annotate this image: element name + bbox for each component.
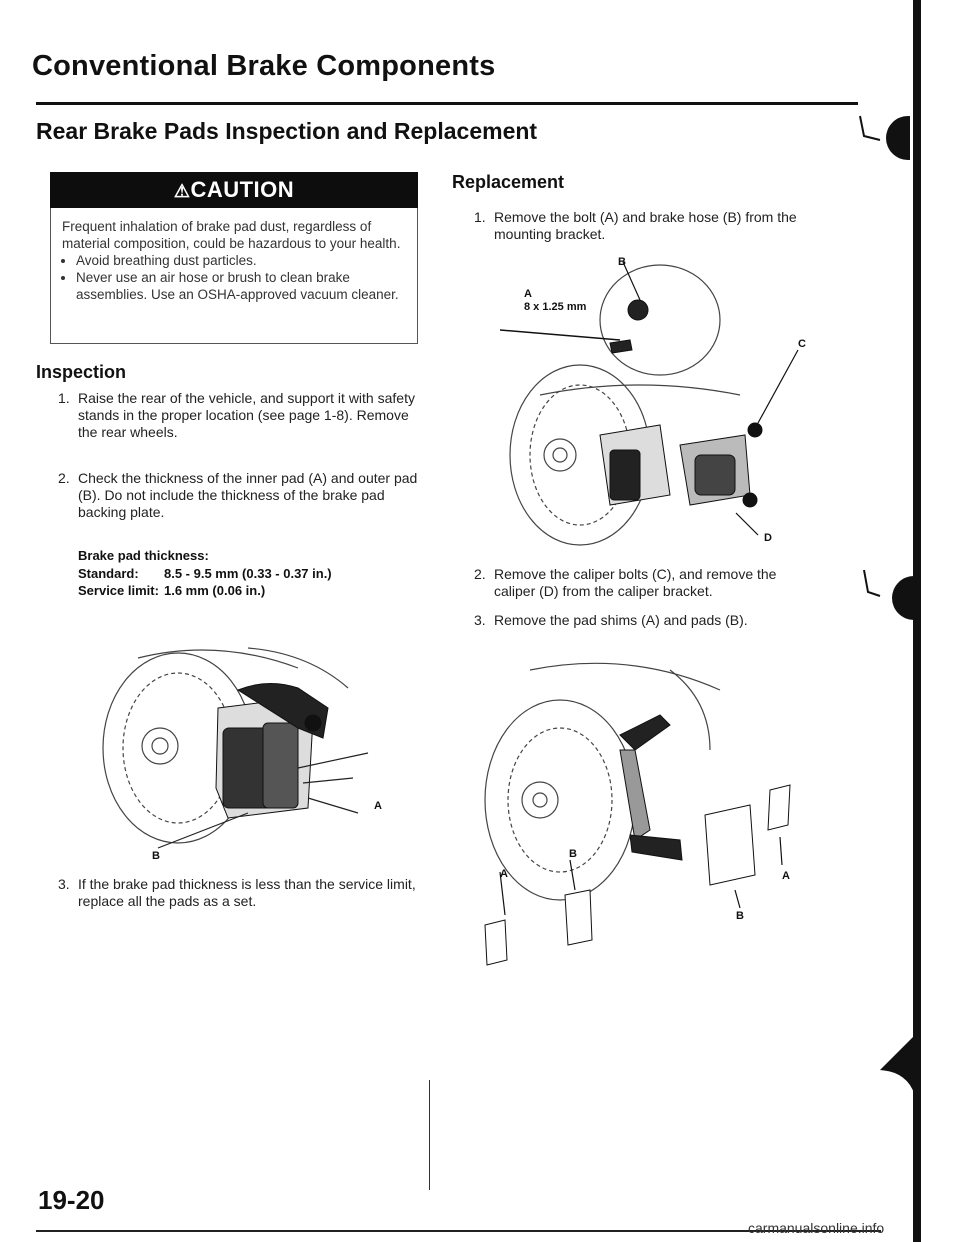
header-rule <box>36 102 858 105</box>
replacement-step-3 <box>474 612 824 634</box>
fig-label-b: B <box>152 850 160 862</box>
spec-title: Brake pad thickness: <box>78 548 209 563</box>
replacement-step-2 <box>474 566 824 606</box>
spec-limit-value: 1.6 mm (0.06 in.) <box>164 583 266 598</box>
caution-bullet: • Avoid breathing dust particles. <box>76 252 410 269</box>
inspection-step-2 <box>58 470 418 530</box>
step-number: 2. <box>58 470 70 486</box>
corner-mark-icon <box>840 108 910 168</box>
page-title: Conventional Brake Components <box>32 50 496 82</box>
warning-triangle-icon: ⚠ <box>173 181 191 201</box>
step-text: Remove the caliper bolts (C), and remove the caliper (D) from the caliper bracket. <box>494 566 777 599</box>
watermark: carmanualsonline.info <box>748 1220 885 1236</box>
pad-removal-illustration <box>470 640 830 1020</box>
inspection-step-1 <box>58 390 418 450</box>
fig-label-a: A <box>524 288 532 300</box>
caution-text <box>62 218 410 303</box>
inspection-heading: Inspection <box>36 362 127 382</box>
fig-label-a: A <box>374 800 382 812</box>
fig-label-a: A <box>500 868 508 880</box>
step-text: Raise the rear of the vehicle, and support it with safety stands in the proper location (see page 1-8). Remove the rear wheels. <box>78 390 415 440</box>
corner-mark-icon <box>860 568 920 628</box>
step-number: 1. <box>58 390 70 406</box>
caliper-removal-illustration <box>500 255 830 555</box>
inspection-step-3 <box>58 876 418 916</box>
replacement-heading: Replacement <box>452 172 565 192</box>
fig-label-b: B <box>618 256 626 268</box>
page-number: 19-20 <box>38 1185 105 1215</box>
step-number: 2. <box>474 566 486 582</box>
caution-label: CAUTION <box>190 177 295 202</box>
section-title: Rear Brake Pads Inspection and Replacement <box>36 118 538 144</box>
inspection-brake-illustration <box>98 628 418 858</box>
step-text: Check the thickness of the inner pad (A) and outer pad (B). Do not include the thickness of the brake pad backing plate. <box>78 470 418 520</box>
fig-label-b: B <box>569 848 577 860</box>
step-number: 1. <box>474 209 486 225</box>
step-number: 3. <box>474 612 486 628</box>
replacement-step-1 <box>474 209 824 249</box>
spec-limit-label: Service limit: <box>78 583 159 598</box>
fig-label-b: B <box>736 910 744 922</box>
spec-standard-value: 8.5 - 9.5 mm (0.33 - 0.37 in.) <box>164 566 332 581</box>
corner-mark-icon <box>880 1030 920 1110</box>
step-text: Remove the bolt (A) and brake hose (B) from the mounting bracket. <box>494 209 797 242</box>
step-number: 3. <box>58 876 70 892</box>
caution-bullets <box>62 252 410 303</box>
column-divider <box>429 1080 430 1190</box>
bolt-size-label: 8 x 1.25 mm <box>524 301 587 313</box>
step-text: If the brake pad thickness is less than the service limit, replace all the pads as a set. <box>78 876 416 909</box>
spec-standard-label: Standard: <box>78 566 139 581</box>
caution-banner <box>50 172 418 208</box>
fig-label-d: D <box>764 532 772 544</box>
fig-label-a: A <box>782 870 790 882</box>
fig-label-c: C <box>798 338 806 350</box>
step-text: Remove the pad shims (A) and pads (B). <box>494 612 748 628</box>
caution-bullet: • Never use an air hose or brush to clean brake assemblies. Use an OSHA-approved vacuum cleaner. <box>76 269 410 303</box>
caution-intro: Frequent inhalation of brake pad dust, regardless of material composition, could be hazardous to your health. <box>62 219 401 251</box>
